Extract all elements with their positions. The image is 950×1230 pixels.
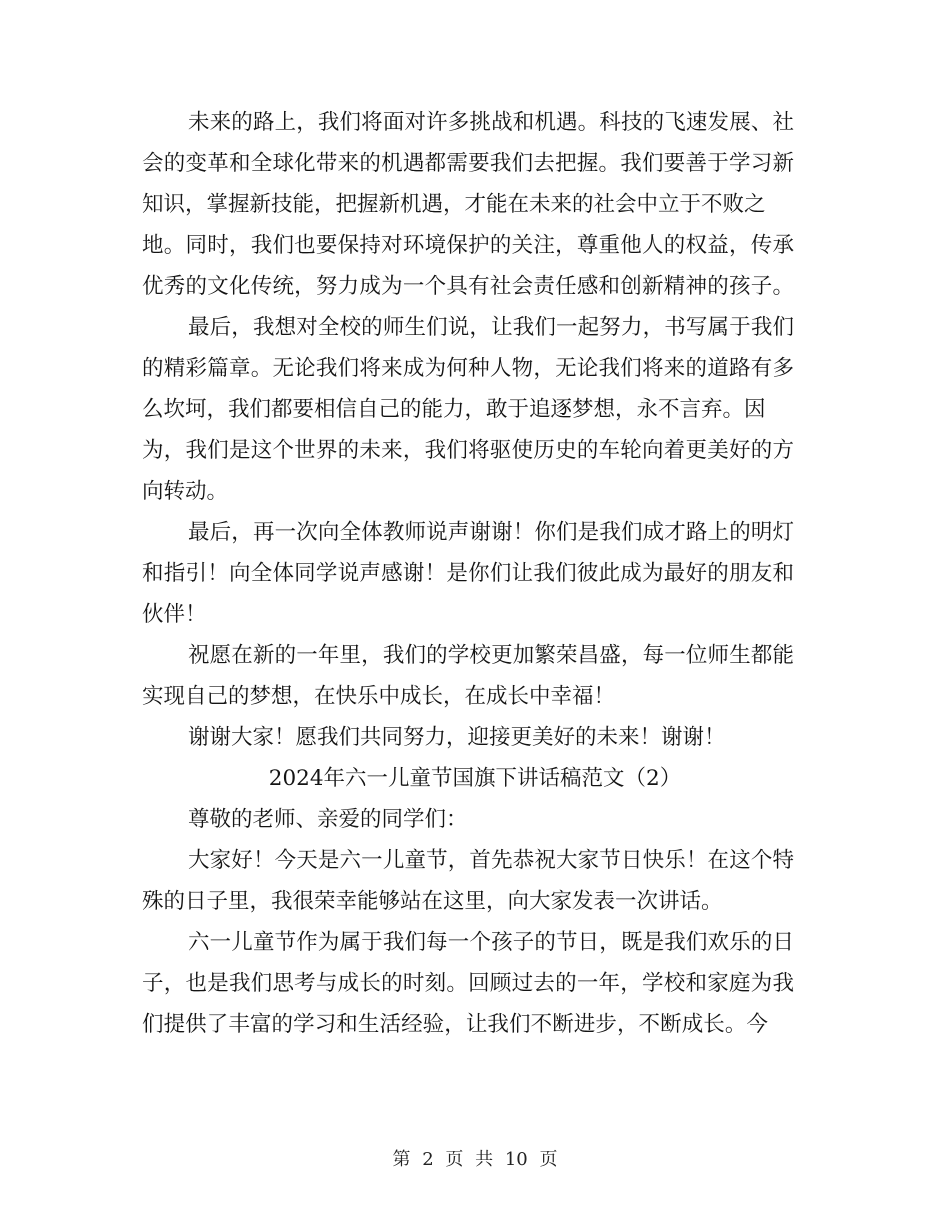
paragraph-line: 和指引！向全体同学说声感谢！是你们让我们彼此成为最好的朋友和: [142, 561, 794, 586]
paragraph-line: 最后，再一次向全体教师说声谢谢！你们是我们成才路上的明灯: [188, 520, 794, 545]
paragraph-line: 谢谢大家！愿我们共同努力，迎接更美好的未来！谢谢！: [188, 725, 726, 750]
page-number-footer: 第 2 页 共 10 页: [392, 1149, 558, 1170]
paragraph-line: 殊的日子里，我很荣幸能够站在这里，向大家发表一次讲话。: [142, 889, 723, 914]
paragraph-line: 六一儿童节作为属于我们每一个孩子的节日，既是我们欢乐的日: [188, 930, 794, 955]
paragraph-line: 祝愿在新的一年里，我们的学校更加繁荣昌盛，每一位师生都能: [188, 643, 794, 668]
paragraph-line: 优秀的文化传统，努力成为一个具有社会责任感和创新精神的孩子。: [142, 274, 794, 299]
paragraph-line: 未来的路上，我们将面对许多挑战和机遇。科技的飞速发展、社: [188, 110, 794, 135]
paragraph-line: 为，我们是这个世界的未来，我们将驱使历史的车轮向着更美好的方: [142, 438, 794, 463]
paragraph-line: 知识，掌握新技能，把握新机遇，才能在未来的社会中立于不败之: [142, 192, 766, 217]
paragraph-line: 向转动。: [142, 479, 229, 504]
paragraph-line: 的精彩篇章。无论我们将来成为何种人物，无论我们将来的道路有多: [142, 356, 794, 381]
paragraph-line: 伙伴！: [142, 602, 207, 627]
section-title: 2024年六一儿童节国旗下讲话稿范文（2）: [268, 766, 682, 791]
paragraph-line: 会的变革和全球化带来的机遇都需要我们去把握。我们要善于学习新: [142, 151, 794, 176]
paragraph-line: 们提供了丰富的学习和生活经验，让我们不断进步，不断成长。今: [142, 1012, 768, 1037]
paragraph-line: 实现自己的梦想，在快乐中成长，在成长中幸福！: [142, 684, 616, 709]
greeting: 尊敬的老师、亲爱的同学们：: [188, 807, 468, 832]
paragraph-line: 子，也是我们思考与成长的时刻。回顾过去的一年，学校和家庭为我: [142, 971, 794, 996]
paragraph-line: 最后，我想对全校的师生们说，让我们一起努力，书写属于我们: [188, 315, 794, 340]
paragraph-line: 大家好！今天是六一儿童节，首先恭祝大家节日快乐！在这个特: [188, 848, 794, 873]
paragraph-line: 么坎坷，我们都要相信自己的能力，敢于追逐梦想，永不言弃。因: [142, 397, 766, 422]
paragraph-line: 地。同时，我们也要保持对环境保护的关注，尊重他人的权益，传承: [142, 233, 794, 258]
